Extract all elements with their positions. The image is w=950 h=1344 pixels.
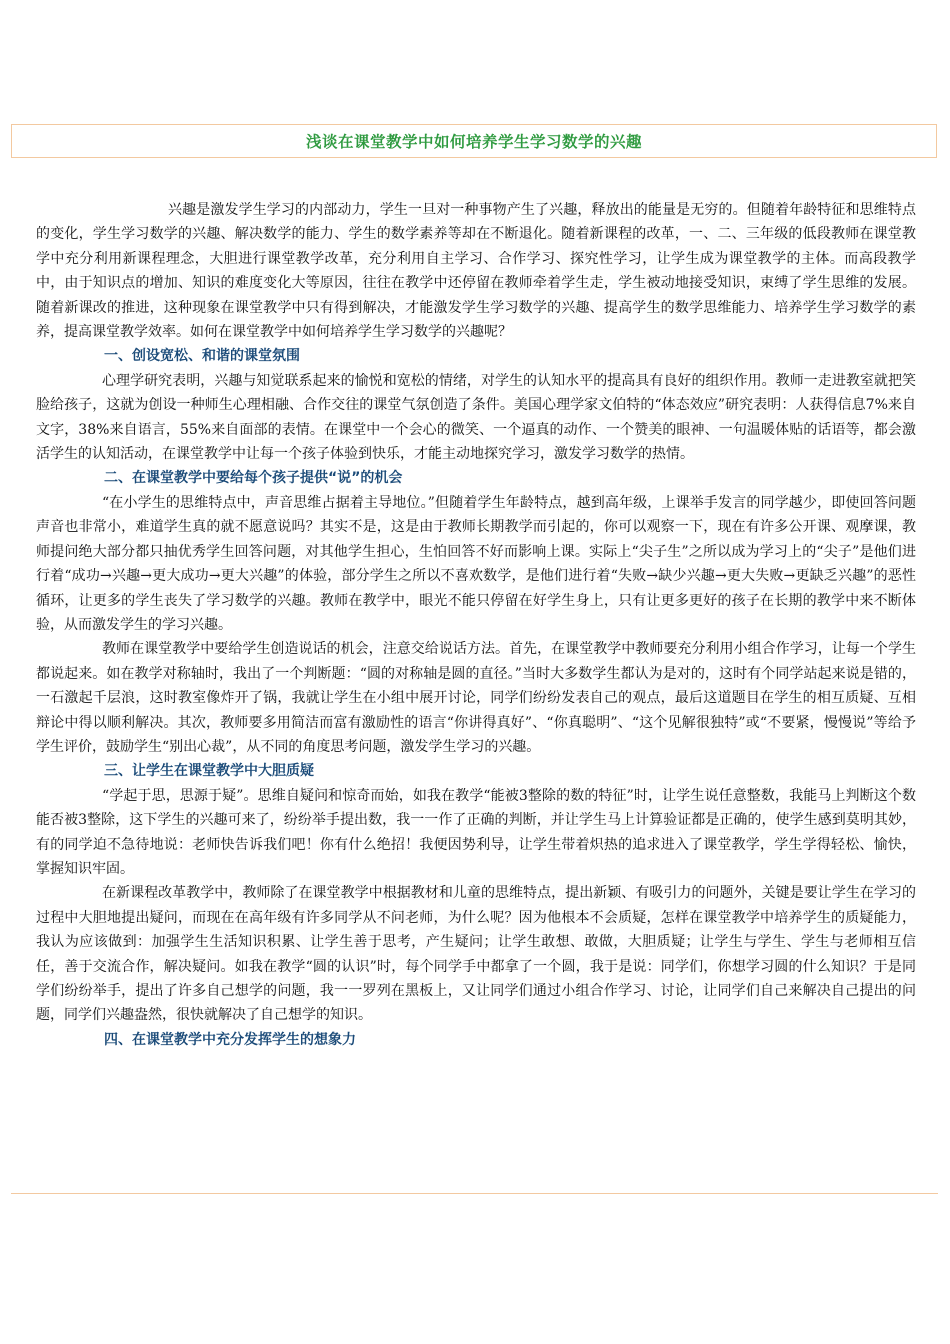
paragraph: 教师在课堂教学中要给学生创造说话的机会，注意交给说话方法。首先，在课堂教学中教师要充分利用小组合作学习，让每一个学生都说起来。如在教学对称轴时，我出了一个判断题：“圆的对称轴是圆的直径。”当时大多数学生都认为是对的，这时有个同学站起来说是错的，一石激起千层浪，这时教室像炸开了锅，我就让学生在小组中展开讨论，同学们纷纷发表自己的观点，最后这道题目在学生的相互质疑、互相辩论中得以顺利解决。其次，教师要多用简洁而富有激励性的语言“你讲得真好”、“你真聪明”、“这个见解很独特”或“不要紧，慢慢说”等给予学生评价，鼓励学生“别出心裁”，从不同的角度思考问题，激发学生学习的兴趣。 (36, 641, 916, 755)
section-heading-2: 二、在课堂教学中要给每个孩子提供“说”的机会 (104, 470, 403, 487)
paragraph: “在小学生的思维特点中，声音思维占据着主导地位。”但随着学生年龄特点，越到高年级，上课举手发言的同学越少，即使回答问题声音也非常小，难道学生真的就不愿意说吗？其实不是，这是由于教师长期教学而引起的，你可以观察一下，现在有许多公开课、观摩课，教师提问绝大部分都只抽优秀学生回答问题，对其他学生担心，生怕回答不好而影响上课。实际上“尖子生”之所以成为学习上的“尖子”是他们进行着“成功→兴趣→更大成功→更大兴趣”的体验，部分学生之所以不喜欢数学，是他们进行着“失败→缺少兴趣→更大失败→更缺乏兴趣”的恶性循环，让更多的学生丧失了学习数学的兴趣。教师在教学中，眼光不能只停留在好学生身上，只有让更多更好的孩子在长期的教学中来不断体验，从而激发学生的学习兴趣。 (36, 494, 916, 633)
paragraph: 在新课程改革教学中，教师除了在课堂教学中根据教材和儿童的思维特点，提出新颖、有吸引力的问题外，关键是要让学生在学习的过程中大胆地提出疑问，而现在在高年级有许多同学从不问老师，为什么呢？因为他根本不会质疑，怎样在课堂教学中培养学生的质疑能力，我认为应该做到：加强学生生活知识积累、让学生善于思考，产生疑问；让学生敢想、敢做，大胆质疑；让学生与学生、学生与老师相互信任，善于交流合作，解决疑问。如我在教学“圆的认识”时，每个同学手中都拿了一个圆，我于是说：同学们，你想学习圆的什么知识？于是同学们纷纷举手，提出了许多自己想学的问题，我一一罗列在黑板上，又让同学们通过小组合作学习、讨论，让同学们自己来解决自己提出的问题，同学们兴趣盎然，很快就解决了自己想学的知识。 (36, 885, 916, 1024)
document-body (36, 198, 916, 1052)
page-divider (11, 1193, 938, 1194)
intro-paragraph: 兴趣是激发学生学习的内部动力，学生一旦对一种事物产生了兴趣，释放出的能量是无穷的。但随着年龄特征和思维特点的变化，学生学习数学的兴趣、解决数学的能力、学生的数学素养等却在不断退化。随着新课程的改革，一、二、三年级的低段教师在课堂教学中充分利用新课程理念，大胆进行课堂教学改革，充分利用自主学习、合作学习、探究性学习，让学生成为课堂教学的主体。而高段教学中，由于知识点的增加、知识的难度变化大等原因，往往在教学中还停留在教师牵着学生走，学生被动地接受知识，束缚了学生思维的发展。随着新课改的推进，这种现象在课堂教学中只有得到解决，才能激发学生学习数学的兴趣、提高学生的数学思维能力、培养学生学习数学的素养，提高课堂教学效率。如何在课堂教学中如何培养学生学习数学的兴趣呢？ (36, 202, 916, 341)
paragraph: 心理学研究表明，兴趣与知觉联系起来的愉悦和宽松的情绪，对学生的认知水平的提高具有良好的组织作用。教师一走进教室就把笑脸给孩子，这就为创设一种师生心理相融、合作交往的课堂气氛创造了条件。美国心理学家文伯特的“体态效应”研究表明：人获得信息7%来自文字，38%来自语言，55%来自面部的表情。在课堂中一个会心的微笑、一个逼真的动作、一个赞美的眼神、一句温暖体贴的话语等，都会激活学生的认知活动，在课堂教学中让每一个孩子体验到快乐，才能主动地探究学习，激发学习数学的热情。 (36, 372, 916, 463)
section-heading-4: 四、在课堂教学中充分发挥学生的想象力 (104, 1031, 356, 1048)
paragraph: “学起于思，思源于疑”。思维自疑问和惊奇而始，如我在教学“能被3整除的数的特征”时，让学生说任意整数，我能马上判断这个数能否被3整除，这下学生的兴趣可来了，纷纷举手提出数，我一一作了正确的判断，并让学生马上计算验证都是正确的，使学生感到莫明其妙，有的同学迫不急待地说：老师快告诉我们吧！你有什么绝招！我便因势利导，让学生带着炽热的追求进入了课堂教学，学生学得轻松、愉快，掌握知识牢固。 (36, 787, 916, 877)
document-title: 浅谈在课堂教学中如何培养学生学习数学的兴趣 (305, 133, 642, 151)
title-box (11, 124, 937, 158)
section-heading-1: 一、创设宽松、和谐的课堂氛围 (104, 348, 300, 365)
section-heading-3: 三、让学生在课堂教学中大胆质疑 (104, 763, 314, 780)
